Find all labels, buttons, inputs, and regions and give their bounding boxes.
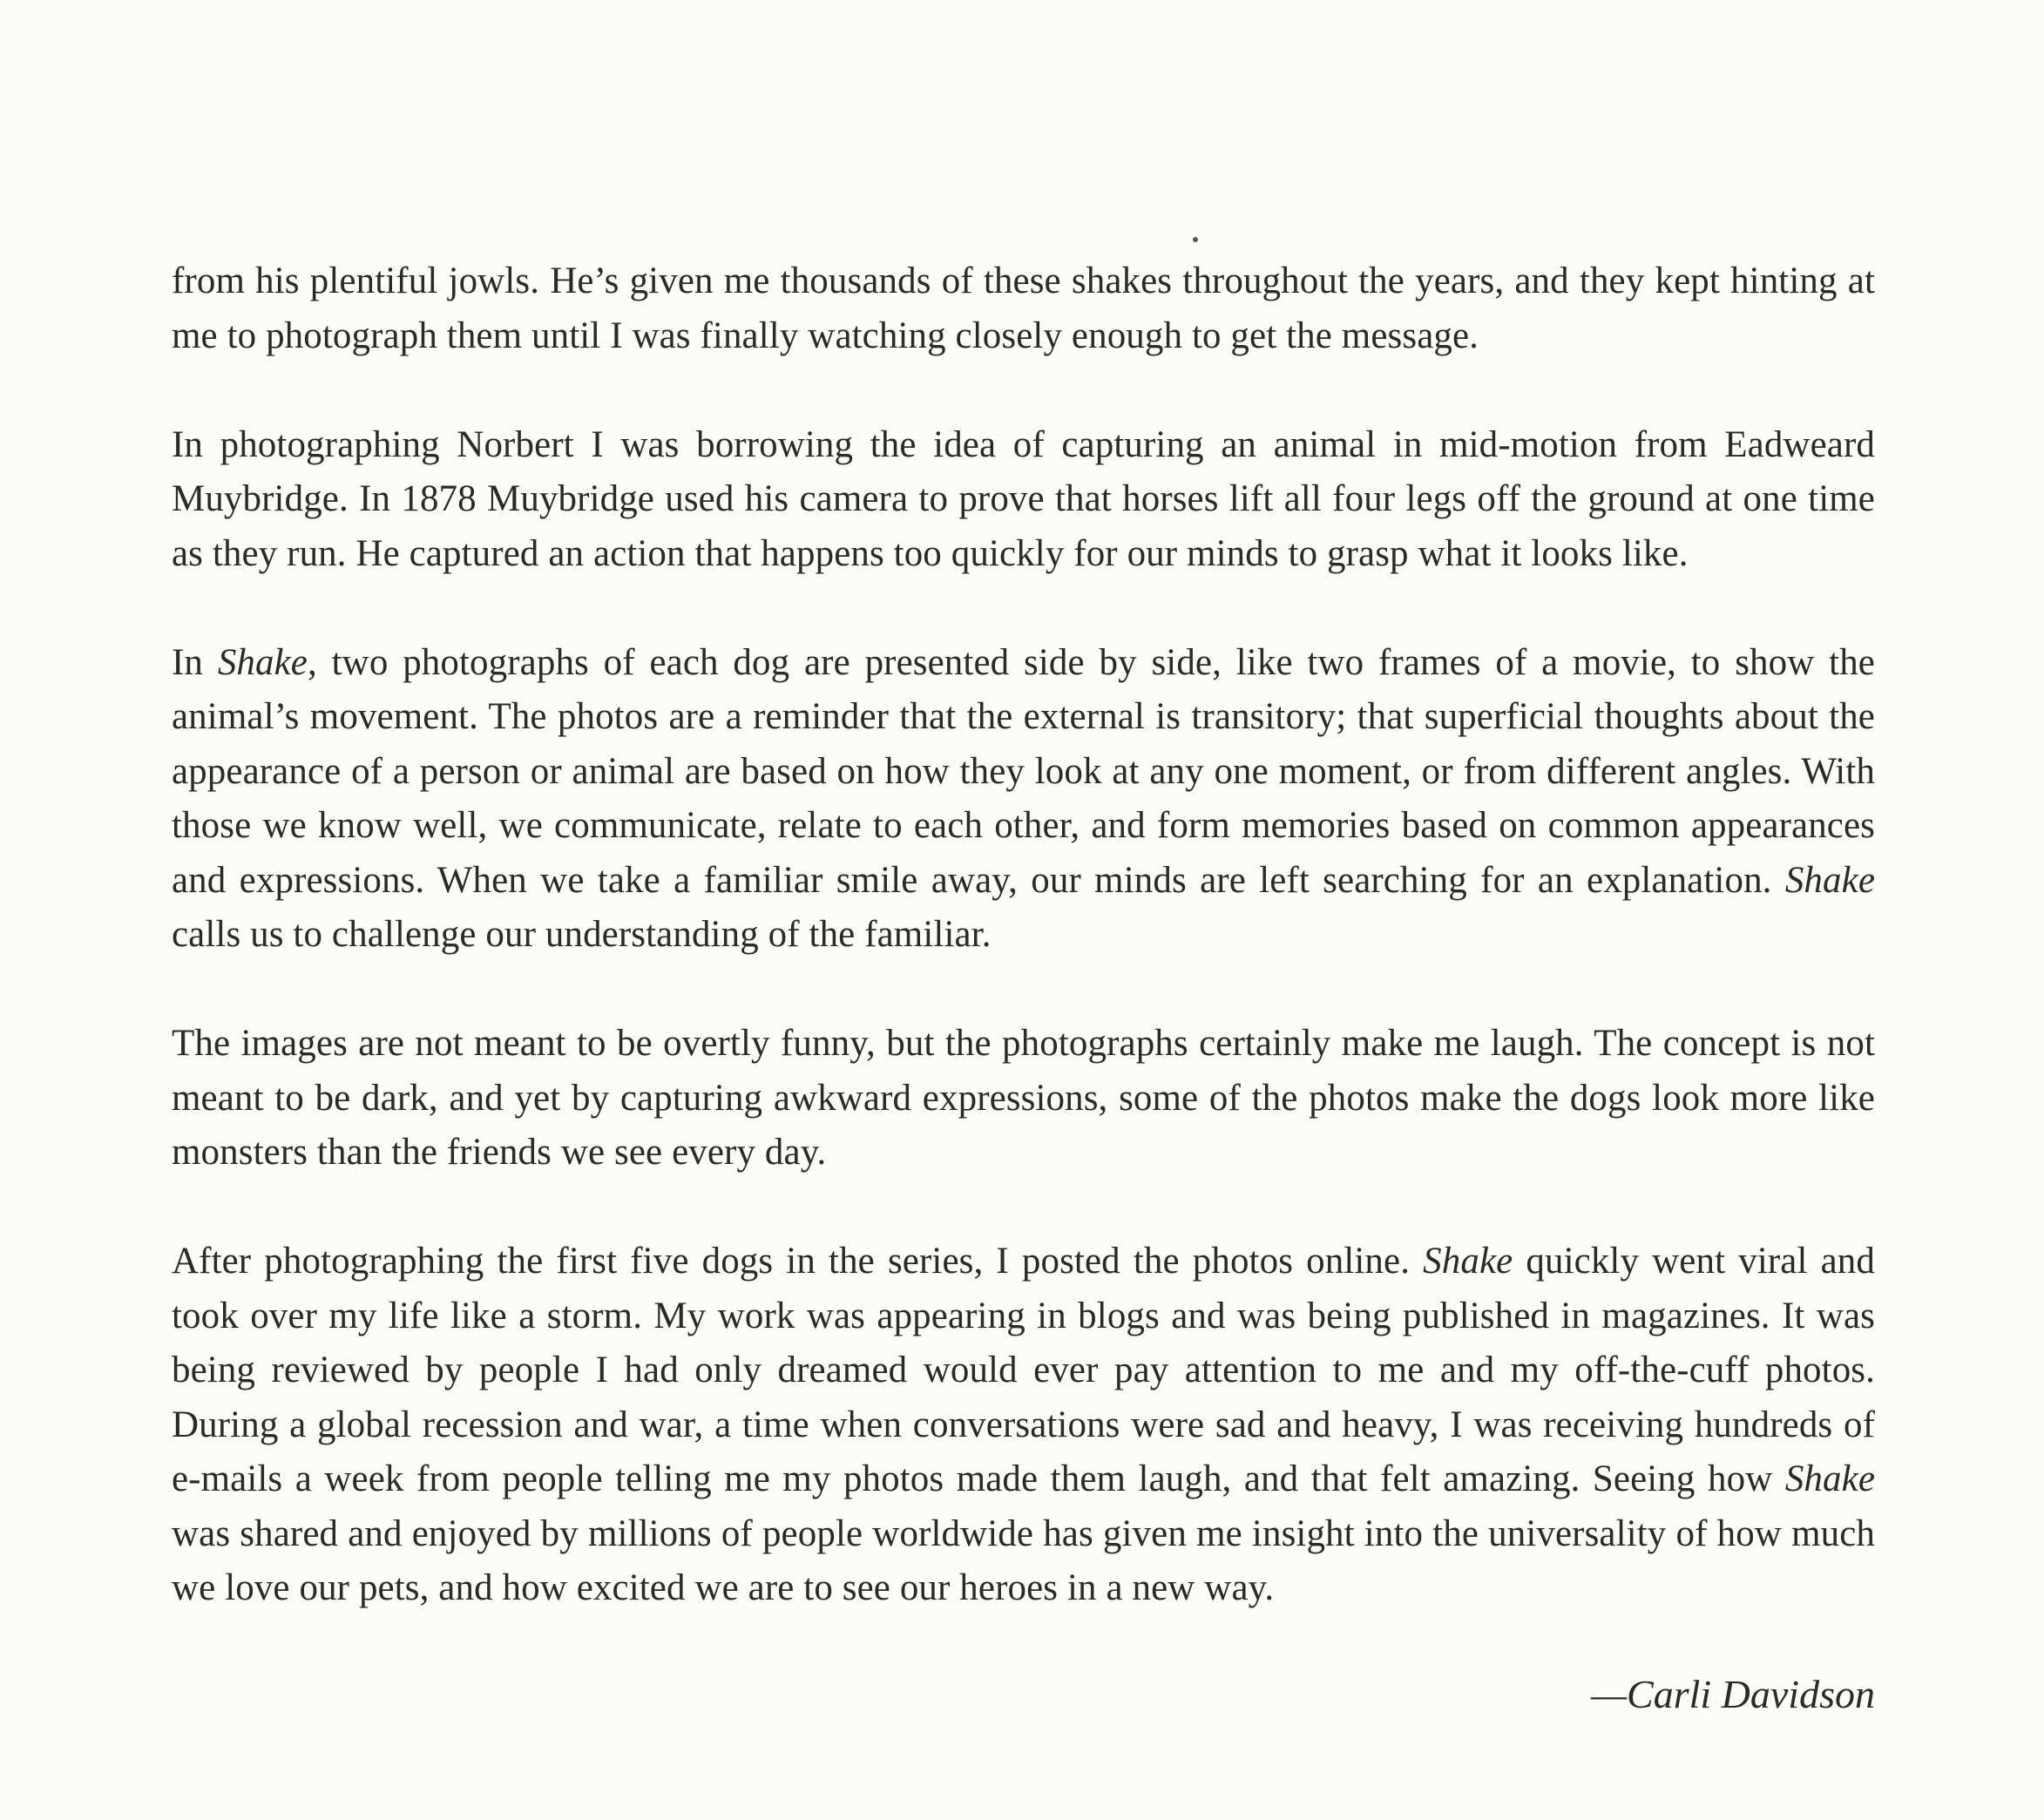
paragraph-text: calls us to challenge our understanding of the familiar. (172, 914, 992, 955)
book-title-italic: Shake (1784, 1458, 1875, 1499)
body-text (172, 254, 1875, 1670)
paragraph-text: was shared and enjoyed by millions of people worldwide has given me insight into the universality of how much we love our pets, and how excited we are to see our heroes in a new way. (172, 1512, 1875, 1608)
book-title-italic: Shake (217, 641, 308, 683)
book-title-italic: Shake (1784, 859, 1875, 901)
paragraph (172, 254, 1875, 363)
print-speck (1193, 237, 1198, 242)
paragraph-text: In (172, 641, 218, 683)
paragraph (172, 418, 1875, 582)
paragraph-text: The images are not meant to be overtly funny, but the photographs certainly make me laugh. The concept is not meant to be dark, and yet by capturing awkward expressions, some of the photos make the dogs look more like monsters than the friends we see every day. (172, 1023, 1875, 1173)
paragraph-text: from his plentiful jowls. He’s given me thousands of these shakes throughout the years, and they kept hinting at me to photograph them until I was finally watching closely enough to get the message. (172, 260, 1875, 356)
paragraph-text: After photographing the first five dogs in the series, I posted the photos online. (172, 1241, 1424, 1282)
paragraph-text: In photographing Norbert I was borrowing the idea of capturing an animal in mid-motion from Eadweard Muybridge. In 1878 Muybridge used his camera to prove that horses lift all four legs off the ground at one time as they run. He captured an action that happens too quickly for our minds to grasp what it looks like. (172, 423, 1875, 574)
paragraph-text: , two photographs of each dog are presented side by side, like two frames of a movie, to show the animal’s movement. The photos are a reminder that the external is transitory; that superficial thoughts about the appearance of a person or animal are based on how they look at any one moment, or from different angles. With those we know well, we communicate, relate to each other, and form memories based on common appearances and expressions. When we take a familiar smile away, our minds are left searching for an explanation. (172, 641, 1875, 901)
paragraph-text: quickly went viral and took over my life like a storm. My work was appearing in blogs and was being published in magazines. It was being reviewed by people I had only dreamed would ever pay attention to me and my off-the-cuff photos. During a global recession and war, a time when conversations were sad and heavy, I was receiving hundreds of e-mails a week from people telling me my photos made them laugh, and that felt amazing. Seeing how (172, 1241, 1875, 1499)
paragraph (172, 636, 1875, 963)
author-signature: —Carli Davidson (1591, 1672, 1875, 1716)
book-title-italic: Shake (1423, 1241, 1513, 1282)
paragraph (172, 1235, 1875, 1616)
paragraph (172, 1017, 1875, 1181)
